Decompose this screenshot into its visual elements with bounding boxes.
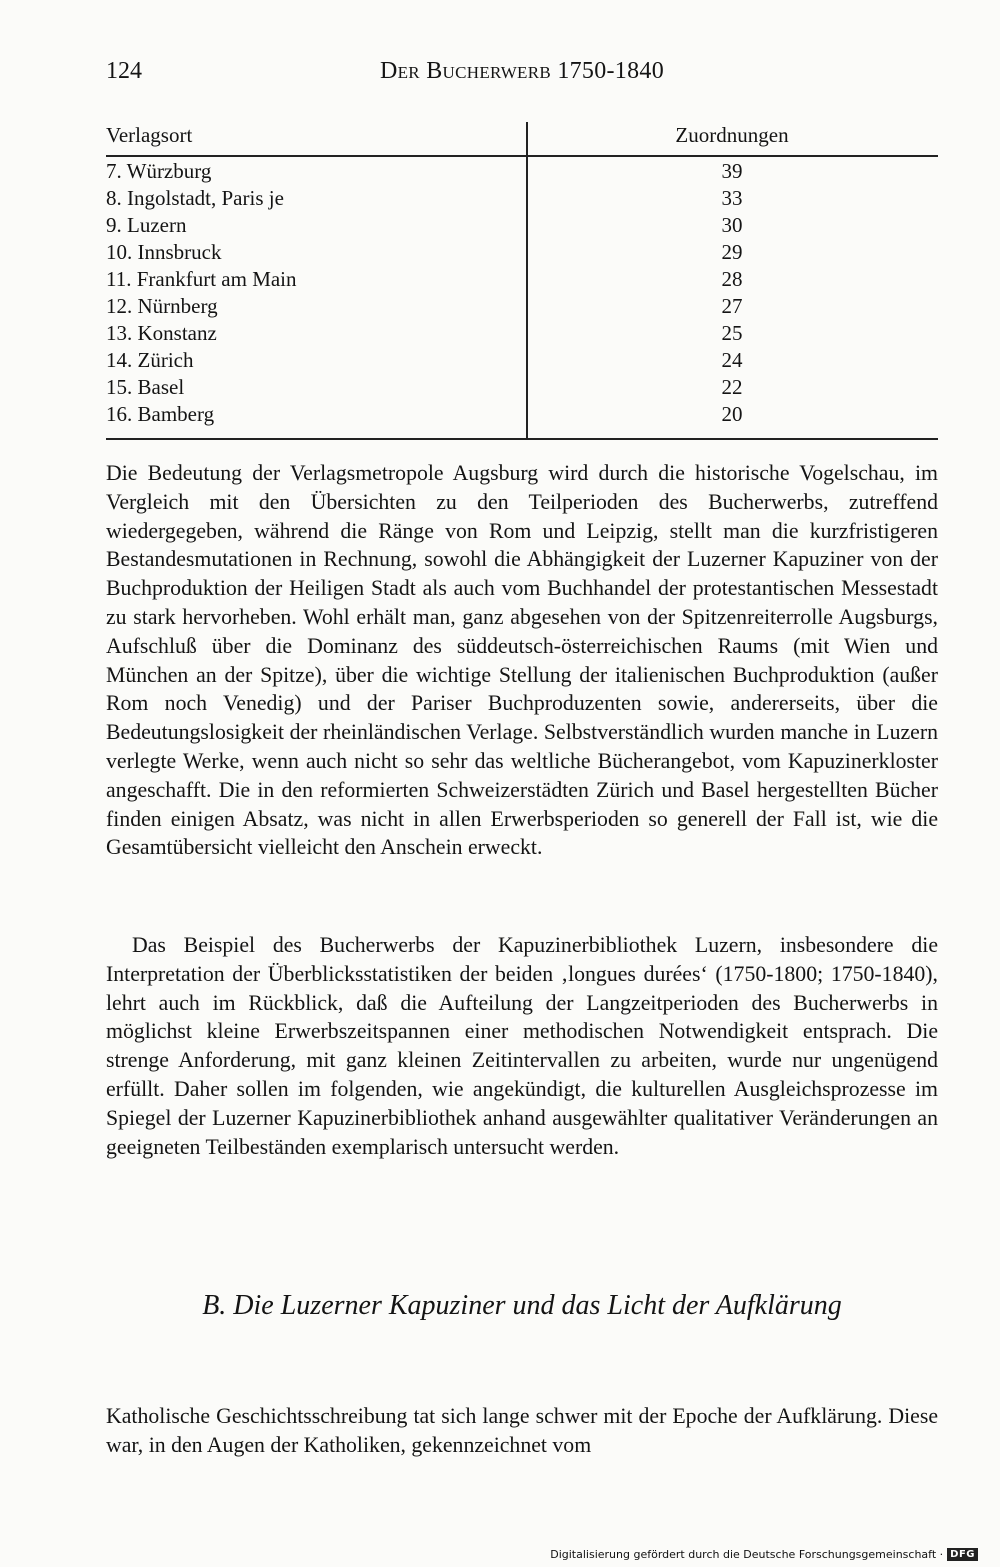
place-cell: 11. Frankfurt am Main [106, 267, 297, 291]
funding-footer [550, 1548, 978, 1561]
count-cell: 39 [721, 159, 743, 183]
table-body [106, 158, 938, 428]
running-title: Der Bucherwerb 1750-1840 [379, 58, 665, 84]
publisher-table [106, 118, 938, 426]
count-cell: 33 [721, 186, 743, 210]
count-cell: 27 [721, 294, 743, 318]
count-cell: 20 [721, 402, 743, 426]
place-cell: 16. Bamberg [106, 402, 215, 426]
place-cell: 8. Ingolstadt, Paris je [106, 186, 284, 210]
place-cell: 12. Nürnberg [106, 294, 218, 318]
page-number: 124 [106, 58, 142, 84]
column-header-verlagsort: Verlagsort [106, 123, 193, 147]
table-row [106, 320, 938, 347]
table-row [106, 374, 938, 401]
place-cell: 15. Basel [106, 375, 185, 399]
page-header [106, 58, 938, 92]
paragraph-1: Die Bedeutung der Verlagsmetropole Augsburg wird durch die historische Vogelschau, im Vergleich mit den Übersichten zu den Teilperioden des Bucherwerbs, zutreffend wiedergegeben, während die Ränge von Rom und Leipzig, stellt man die kurzfristigeren Bestandesmutationen in Rechnung, sowohl die Abhängigkeit der Luzerner Kapuziner von der Buchproduktion der Heiligen Stadt als auch vom Buchhandel der protestantischen Messestadt zu stark hervorheben. Wohl erhält man, ganz abgesehen von der Spitzenreiterrolle Augsburgs, Aufschluß über die Dominanz des süddeutsch-österreichischen Raums (mit Wien und München an der Spitze), über die wichtige Stellung der italienischen Buchproduktion (außer Rom noch Venedig) und der Pariser Buchproduzenten sowie, andererseits, über die Bedeutungslosigkeit der rheinländischen Verlage. Selbstverständlich wurden manche in Luzern verlegte Werke, wenn auch nicht so sehr das weltliche Bücherangebot, vom Kapuzinerkloster angeschafft. Die in den reformierten Schweizerstädten Zürich und Basel hergestellten Bücher finden einigen Absatz, was nicht in allen Erwerbsperioden so generell der Fall ist, wie die Gesamtübersicht vielleicht den Anschein erweckt. [106, 461, 938, 860]
dfg-logo-icon: DFG [947, 1548, 978, 1561]
footer-text: Digitalisierung gefördert durch die Deutsche Forschungsgemeinschaft · [550, 1548, 944, 1561]
place-cell: 14. Zürich [106, 348, 194, 372]
table-header [106, 118, 938, 154]
bottom-rule [106, 438, 938, 440]
count-cell: 29 [721, 240, 743, 264]
count-cell: 24 [721, 348, 743, 372]
count-cell: 22 [721, 375, 743, 399]
count-cell: 28 [721, 267, 743, 291]
section-heading: B. Die Luzerner Kapuziner und das Licht der Aufklärung [202, 1290, 842, 1321]
place-cell: 13. Konstanz [106, 321, 217, 345]
table-row [106, 239, 938, 266]
table-row [106, 212, 938, 239]
table-row [106, 293, 938, 320]
count-cell: 30 [721, 213, 743, 237]
table-row [106, 347, 938, 374]
place-cell: 9. Luzern [106, 213, 187, 237]
count-cell: 25 [721, 321, 743, 345]
paragraph-2: Das Beispiel des Bucherwerbs der Kapuzinerbibliothek Luzern, insbesondere die Interpretation der Überblicksstatistiken der beiden ‚longues durées‘ (1750-1800; 1750-1840), lehrt auch im Rückblick, daß die Aufteilung der Langzeitperioden des Bucherwerbs in möglichst kleine Erwerbszeitspannen einer methodischen Notwendigkeit entsprach. Die strenge Anforderung, mit ganz kleinen Zeitintervallen zu arbeiten, wurde nur ungenügend erfüllt. Daher sollen im folgenden, wie angekündigt, die kulturellen Ausgleichsprozesse im Spiegel der Luzerner Kapuzinerbibliothek anhand ausgewählter qualitativer Veränderungen an geeigneten Teilbeständen exemplarisch untersucht werden. [106, 933, 938, 1159]
table-row [106, 401, 938, 428]
place-cell: 7. Würzburg [106, 159, 212, 183]
place-cell: 10. Innsbruck [106, 240, 222, 264]
table-row [106, 266, 938, 293]
column-header-zuordnungen: Zuordnungen [675, 123, 789, 147]
table-row [106, 185, 938, 212]
paragraph-3: Katholische Geschichtsschreibung tat sich lange schwer mit der Epoche der Aufklärung. Diese war, in den Augen der Katholiken, gekennzeichnet vom [106, 1404, 938, 1457]
table-row [106, 158, 938, 185]
header-rule [106, 155, 938, 157]
